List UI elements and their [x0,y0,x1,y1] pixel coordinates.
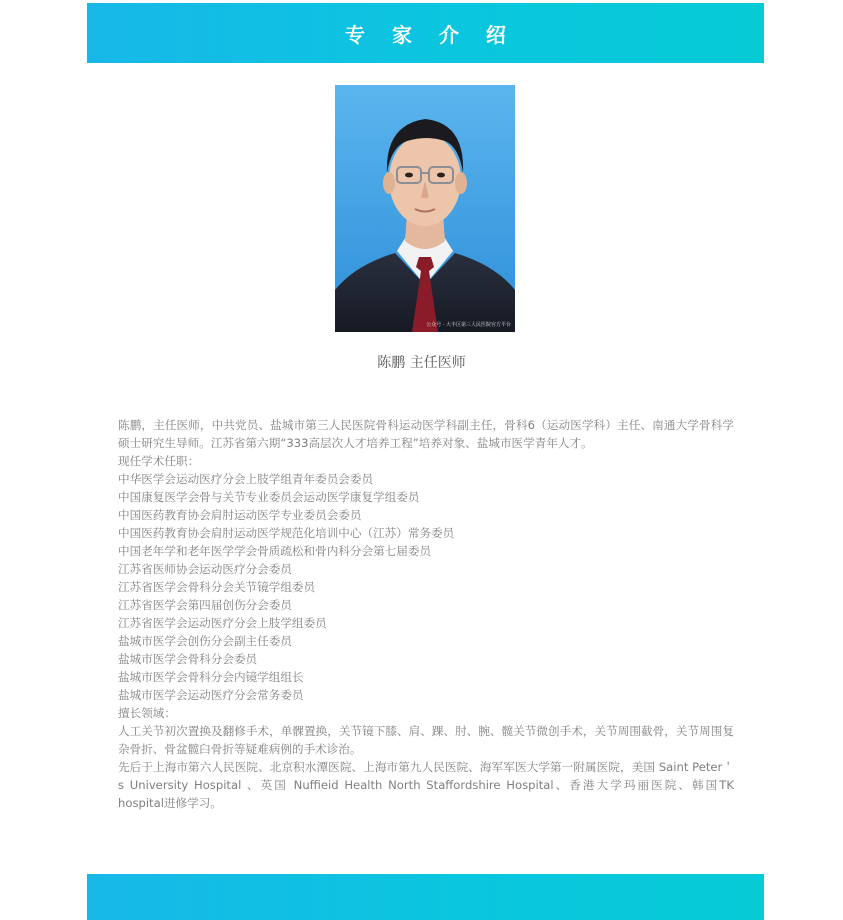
positions-heading: 现任学术任职： [118,454,200,468]
position-item: 盐城市医学会骨科分会内镜学组组长 [118,670,304,684]
doctor-portrait [335,85,515,332]
position-item: 中国康复医学会骨与关节专业委员会运动医学康复学组委员 [118,490,420,504]
training-text: 先后于上海市第六人民医院、北京积水潭医院、上海市第九人民医院、海军军医大学第一附属医院，美国 Saint Peter＇s University Hospital 、英国 Nuffieid Health North Staffordshire Hospital、香港大学玛丽医院、韩国TK hospital进修学习。 [118,760,734,810]
position-item: 中华医学会运动医疗分会上肢学组青年委员会委员 [118,472,374,486]
doctor-name-title: 陈鹏 主任医师 [377,355,466,371]
expertise-heading: 擅长领域： [118,706,176,720]
position-item: 盐城市医学会创伤分会副主任委员 [118,634,292,648]
portrait-watermark: 公众号 · 大丰区第三人民医院官方平台 [426,322,511,328]
expertise-text: 人工关节初次置换及翻修手术，单髁置换，关节镜下膝、肩、踝、肘、腕、髋关节微创手术，关节周围截骨，关节周围复杂骨折、骨盆髋臼骨折等疑难病例的手术诊治。 [118,724,734,756]
position-item: 盐城市医学会骨科分会委员 [118,652,258,666]
position-item: 盐城市医学会运动医疗分会常务委员 [118,688,304,702]
position-item: 中国医药教育协会肩肘运动医学规范化培训中心（江苏）常务委员 [118,526,455,540]
bio-intro: 陈鹏，主任医师，中共党员、盐城市第三人民医院骨科运动医学科副主任，骨科6（运动医学科）主任、南通大学骨科学硕士研究生导师。江苏省第六期“333高层次人才培养工程”培养对象、盐城市医学青年人才。 [118,418,734,450]
position-item: 江苏省医学会第四届创伤分会委员 [118,598,292,612]
position-item: 江苏省医学会骨科分会关节镜学组委员 [118,580,316,594]
page-title: 专 家 介 绍 [345,22,516,47]
position-item: 江苏省医学会运动医疗分会上肢学组委员 [118,616,327,630]
portrait-image [335,85,515,332]
position-item: 江苏省医师协会运动医疗分会委员 [118,562,292,576]
position-item: 中国医药教育协会肩肘运动医学专业委员会委员 [118,508,362,522]
position-item: 中国老年学和老年医学学会骨质疏松和骨内科分会第七届委员 [118,544,432,558]
footer-banner [87,874,764,920]
header-banner [87,3,764,63]
doctor-bio [118,416,734,812]
